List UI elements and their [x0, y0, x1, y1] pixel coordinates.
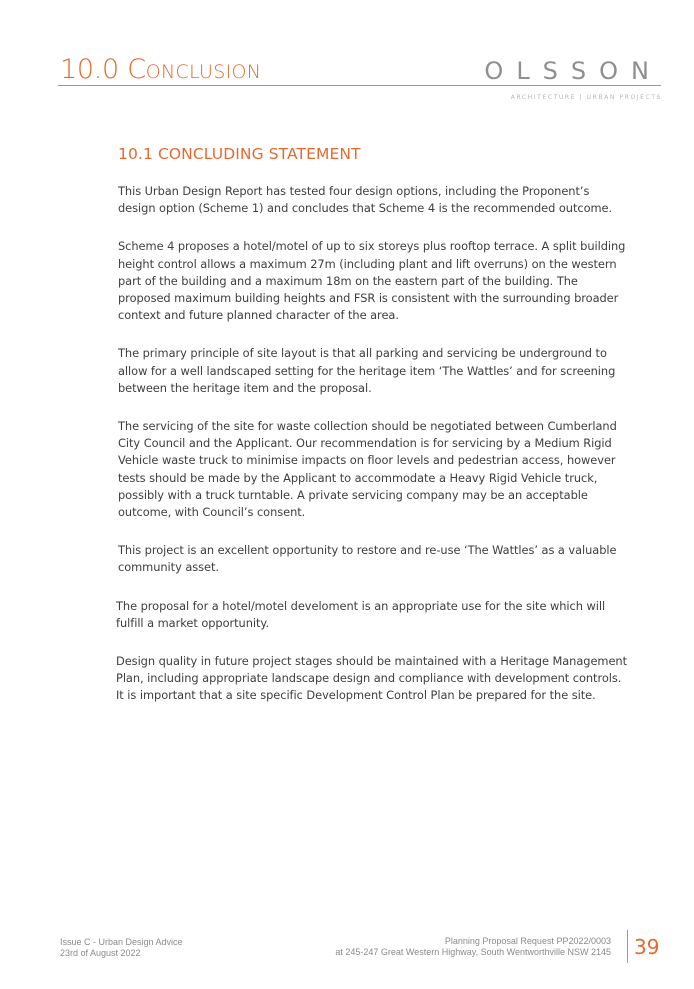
paragraph-opportunity: This project is an excellent opportunity to restore and re-use ‘The Wattles’ as a valuable community asset. — [118, 543, 617, 575]
footer-address: at 245-247 Great Western Highway, South Wentworthville NSW 2145 — [335, 947, 611, 957]
paragraph-design-quality: Design quality in future project stages should be maintained with a Heritage Management Plan, including appropriate landscape design and compliance with development controls. It is important that a site specific Development Control Plan be prepared for the site. — [116, 654, 628, 703]
paragraph-servicing: The servicing of the site for waste collection should be negotiated between Cumberland City Council and the Applicant. Our recommendation is for servicing by a Medium Rigid Vehicle waste truck to minimise impacts on floor levels and pedestrian access, however tests should be made by the Applicant to accommodate a Heavy Rigid Vehicle truck, possibly with a truck turntable. A private servicing company may be an acceptable outcome, with Council’s consent. — [118, 419, 617, 520]
title-initial: C — [127, 54, 146, 85]
logo-tagline: ARCHITECTURE | URBAN PROJECTS — [510, 94, 662, 101]
footer-date: 23rd of August 2022 — [60, 948, 141, 958]
paragraph-site-layout: The primary principle of site layout is that all parking and servicing be underground to allow for a well landscaped setting for the heritage item ‘The Wattles’ and for screening between the heritage item and the proposal. — [118, 346, 616, 395]
paragraph-scheme-4: Scheme 4 proposes a hotel/motel of up to six storeys plus rooftop terrace. A split building height control allows a maximum 27m (including plant and lift overruns) on the western part of the building and a maximum 18m on the eastern part of the building. The proposed maximum building heights and FSR is consistent with the surrounding broader context and future planned character of the area. — [118, 239, 626, 323]
section-heading: 10.1 CONCLUDING STATEMENT — [118, 145, 361, 163]
footer-issue-info — [60, 937, 183, 959]
header-divider — [58, 85, 661, 86]
page-number: 39 — [634, 935, 660, 959]
paragraph-proposal-use: The proposal for a hotel/motel develoment is an appropriate use for the site which will fulfill a market opportunity. — [116, 598, 606, 630]
footer-issue: Issue C - Urban Design Advice — [60, 937, 183, 947]
main-content — [118, 144, 628, 726]
section-number: 10.0 — [60, 54, 119, 85]
footer-divider — [627, 930, 628, 963]
paragraph-design-options: This Urban Design Report has tested four design options, including the Proponent’s design option (Scheme 1) and concludes that Scheme 4 is the recommended outcome. — [118, 184, 613, 216]
footer-project: Planning Proposal Request PP2022/0003 — [444, 936, 611, 946]
footer-project-info — [335, 936, 611, 958]
page-title — [60, 54, 261, 88]
title-rest: ONCLUSION — [145, 61, 262, 83]
olsson-logo: OLSSON — [484, 57, 662, 85]
